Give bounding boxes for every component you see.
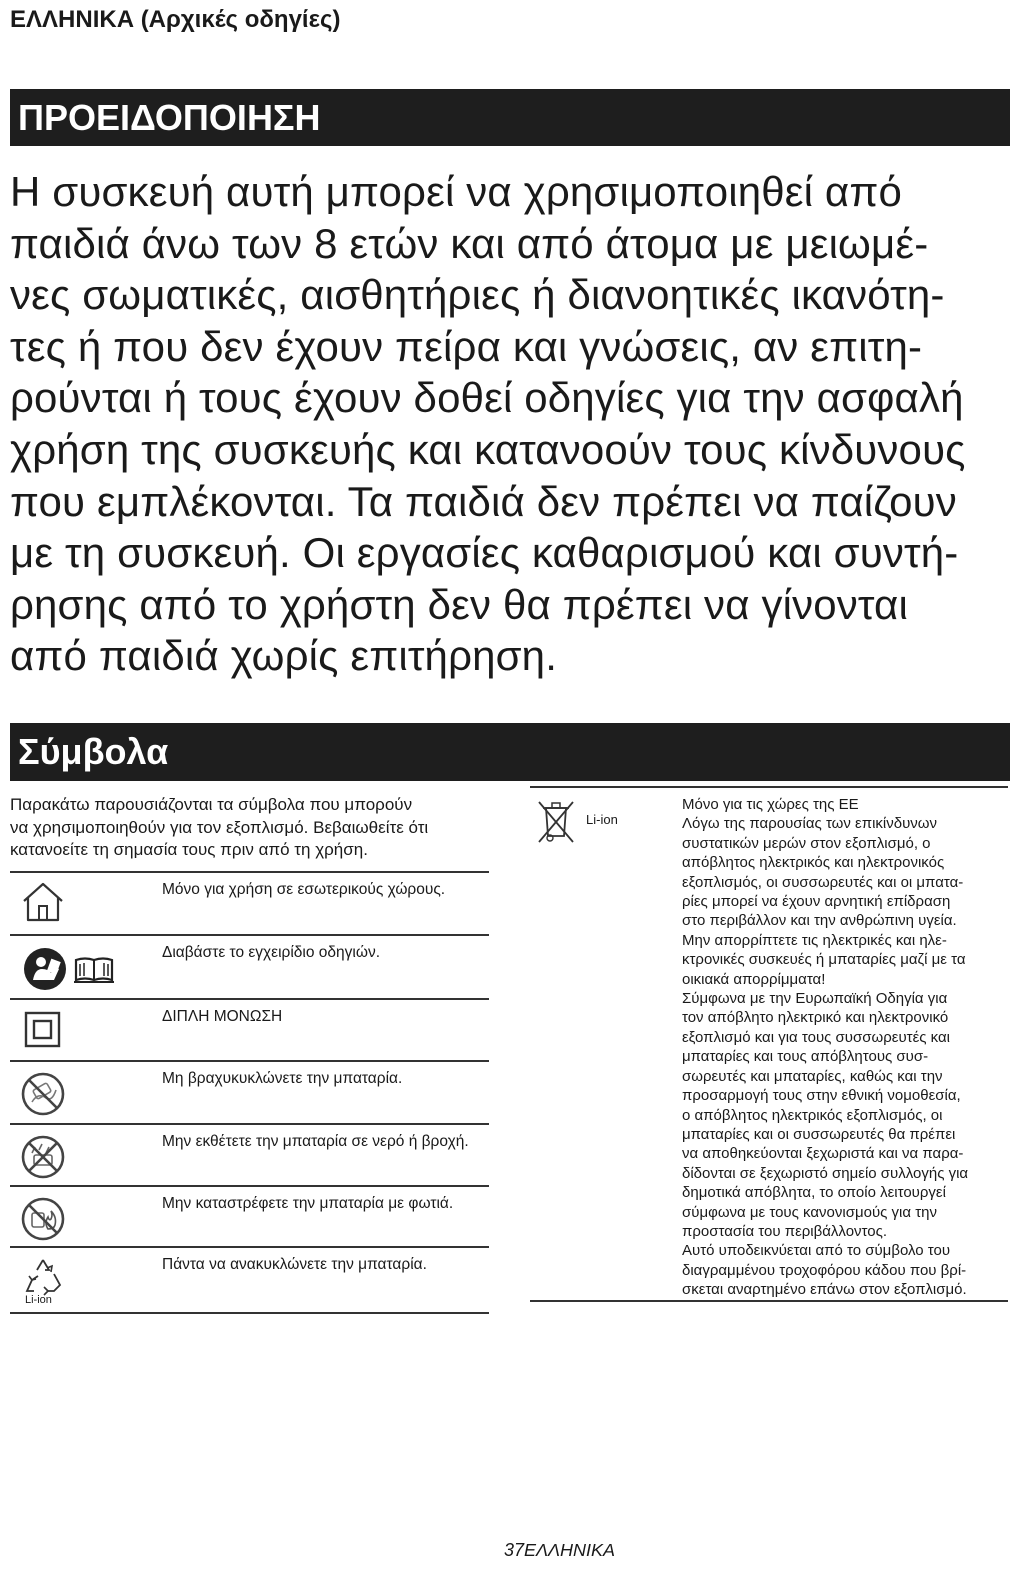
weee-line: δίδονται σε ξεχωριστό σημείο συλλογής για: [682, 1164, 969, 1182]
warning-line: Η συσκευή αυτή μπορεί να χρησιμοποιηθεί από: [10, 168, 902, 215]
weee-line: προσαρμογή τους στην εθνική νομοθεσία,: [682, 1087, 961, 1105]
read-manual-icon: [14, 936, 154, 998]
weee-line: ο απόβλητος ηλεκτρικός εξοπλισμός, οι: [682, 1106, 943, 1124]
symbol-row: [10, 871, 489, 934]
weee-line: Αυτό υποδεικνύεται από το σύμβολο του: [682, 1242, 951, 1260]
weee-line: διαγραμμένου τροχοφόρου κάδου που βρί-: [682, 1261, 967, 1279]
symbol-description: Μην εκθέτετε την μπαταρία σε νερό ή βροχή.: [162, 1133, 469, 1150]
symbol-description: Μόνο για χρήση σε εσωτερικούς χώρους.: [162, 881, 446, 898]
warning-line: τες ή που δεν έχουν πείρα και γνώσεις, αν επιτη-: [10, 322, 923, 370]
symbols-intro: [10, 794, 500, 862]
footer-language: ΕΛΛΗΝΙΚΑ: [524, 1540, 616, 1560]
weee-line: ρίες μπορεί να έχουν αρνητική επίδραση: [682, 893, 951, 911]
warning-paragraph: [10, 166, 1022, 682]
recycle-li-ion-label: Li-ion: [25, 1294, 52, 1306]
language-title: ΕΛΛΗΝΙΚΑ (Αρχικές οδηγίες): [10, 6, 341, 33]
weee-line: σύμφωνα με τους κανονισμούς για την: [682, 1203, 937, 1221]
warning-line: ρησης από το χρήστη δεν θα πρέπει να γίνονται: [10, 580, 908, 628]
intro-line: Παρακάτω παρουσιάζονται τα σύμβολα που μπορούν: [10, 795, 413, 814]
weee-line: κτρονικές συσκευές ή μπαταρίες μαζί με τα: [682, 951, 966, 969]
symbol-description: Μη βραχυκυκλώνετε την μπαταρία.: [162, 1070, 403, 1087]
symbol-description: Πάντα να ανακυκλώνετε την μπαταρία.: [162, 1256, 427, 1273]
weee-li-ion-label: Li-ion: [586, 812, 618, 827]
symbol-row: [10, 998, 489, 1060]
weee-line: στο περιβάλλον και την ανθρώπινη υγεία.: [682, 912, 957, 930]
weee-line: εξοπλισμό και για τους συσσωρευτές και: [682, 1028, 950, 1046]
weee-line: εξοπλισμός, οι συσσωρευτές και οι μπατα-: [682, 873, 964, 891]
symbol-description: ΔΙΠΛΗ ΜΟΝΩΣΗ: [162, 1008, 283, 1025]
symbol-row: [10, 1246, 489, 1314]
weee-description: [682, 795, 1008, 1300]
intro-line: κατανοείτε τη σημασία τους πριν από τη χρήση.: [10, 840, 368, 859]
weee-line: Μην απορρίπτετε τις ηλεκτρικές και ηλε-: [682, 931, 947, 949]
page-footer: [0, 1540, 1035, 1561]
weee-line: σκεται αναρτημένο επάνω στον εξοπλισμό.: [682, 1281, 967, 1299]
intro-line: να χρησιμοποιηθούν για τον εξοπλισμό. Βεβαιωθείτε ότι: [10, 817, 429, 837]
warning-line: που εμπλέκονται. Τα παιδιά δεν πρέπει να παίζουν: [10, 477, 957, 525]
weee-line: σωρευτές και μπαταρίες, καθώς και την: [682, 1067, 943, 1085]
warning-line: παιδιά άνω των 8 ετών και από άτομα με μειωμέ-: [10, 219, 929, 267]
no-water-icon: [14, 1125, 154, 1185]
symbol-description: Διαβάστε το εγχειρίδιο οδηγιών.: [162, 944, 380, 961]
weee-line: τον απόβλητο ηλεκτρικό και ηλεκτρονικό: [682, 1009, 949, 1027]
crossed-bin-icon: [536, 798, 576, 844]
symbol-row: [10, 1123, 489, 1185]
weee-line: δημοτικά απόβλητα, το οποίο λειτουργεί: [682, 1184, 946, 1202]
symbols-table: [10, 871, 489, 1314]
symbols-heading: Σύμβολα: [10, 723, 1010, 781]
weee-line: να αποθηκεύονται ξεχωριστά και να παρα-: [682, 1145, 964, 1163]
weee-line: μπαταρίες και τους απόβλητους συσ-: [682, 1048, 929, 1066]
no-short-circuit-icon: [14, 1062, 154, 1123]
page-number: 37: [503, 1540, 524, 1560]
symbol-description: Μην καταστρέφετε την μπαταρία με φωτιά.: [162, 1195, 454, 1212]
indoor-house-icon: [14, 873, 154, 934]
warning-line: με τη συσκευή. Οι εργασίες καθαρισμού και συντή-: [10, 529, 959, 577]
weee-line: μπαταρίες και οι συσσωρευτές θα πρέπει: [682, 1125, 956, 1143]
weee-line: συστατικών μερών στον εξοπλισμό, ο: [682, 834, 931, 852]
double-insulation-icon: [14, 1000, 154, 1060]
weee-disposal-notice: [530, 786, 1008, 1302]
weee-line: απόβλητος ηλεκτρικός και ηλεκτρονικός: [682, 854, 945, 872]
weee-line: οικιακά απορρίμματα!: [682, 970, 826, 988]
symbol-row: [10, 1060, 489, 1123]
no-fire-icon: [14, 1187, 154, 1246]
warning-heading: ΠΡΟΕΙΔΟΠΟΙΗΣΗ: [10, 89, 1010, 146]
weee-line: προστασία του περιβάλλοντος.: [682, 1222, 887, 1240]
weee-line: Μόνο για τις χώρες της ΕΕ: [682, 796, 859, 813]
weee-line: Σύμφωνα με την Ευρωπαϊκή Οδηγία για: [682, 990, 948, 1008]
symbol-row: [10, 934, 489, 998]
weee-line: Λόγω της παρουσίας των επικίνδυνων: [682, 815, 938, 833]
warning-line: χρήση της συσκευής και κατανοούν τους κίνδυνους: [10, 425, 966, 473]
warning-line: από παιδιά χωρίς επιτήρηση.: [10, 632, 558, 680]
symbol-row: [10, 1185, 489, 1246]
warning-line: νες σωματικές, αισθητήριες ή διανοητικές ικανότη-: [10, 271, 945, 319]
warning-line: ρούνται ή τους έχουν δοθεί οδηγίες για την ασφαλή: [10, 374, 964, 422]
